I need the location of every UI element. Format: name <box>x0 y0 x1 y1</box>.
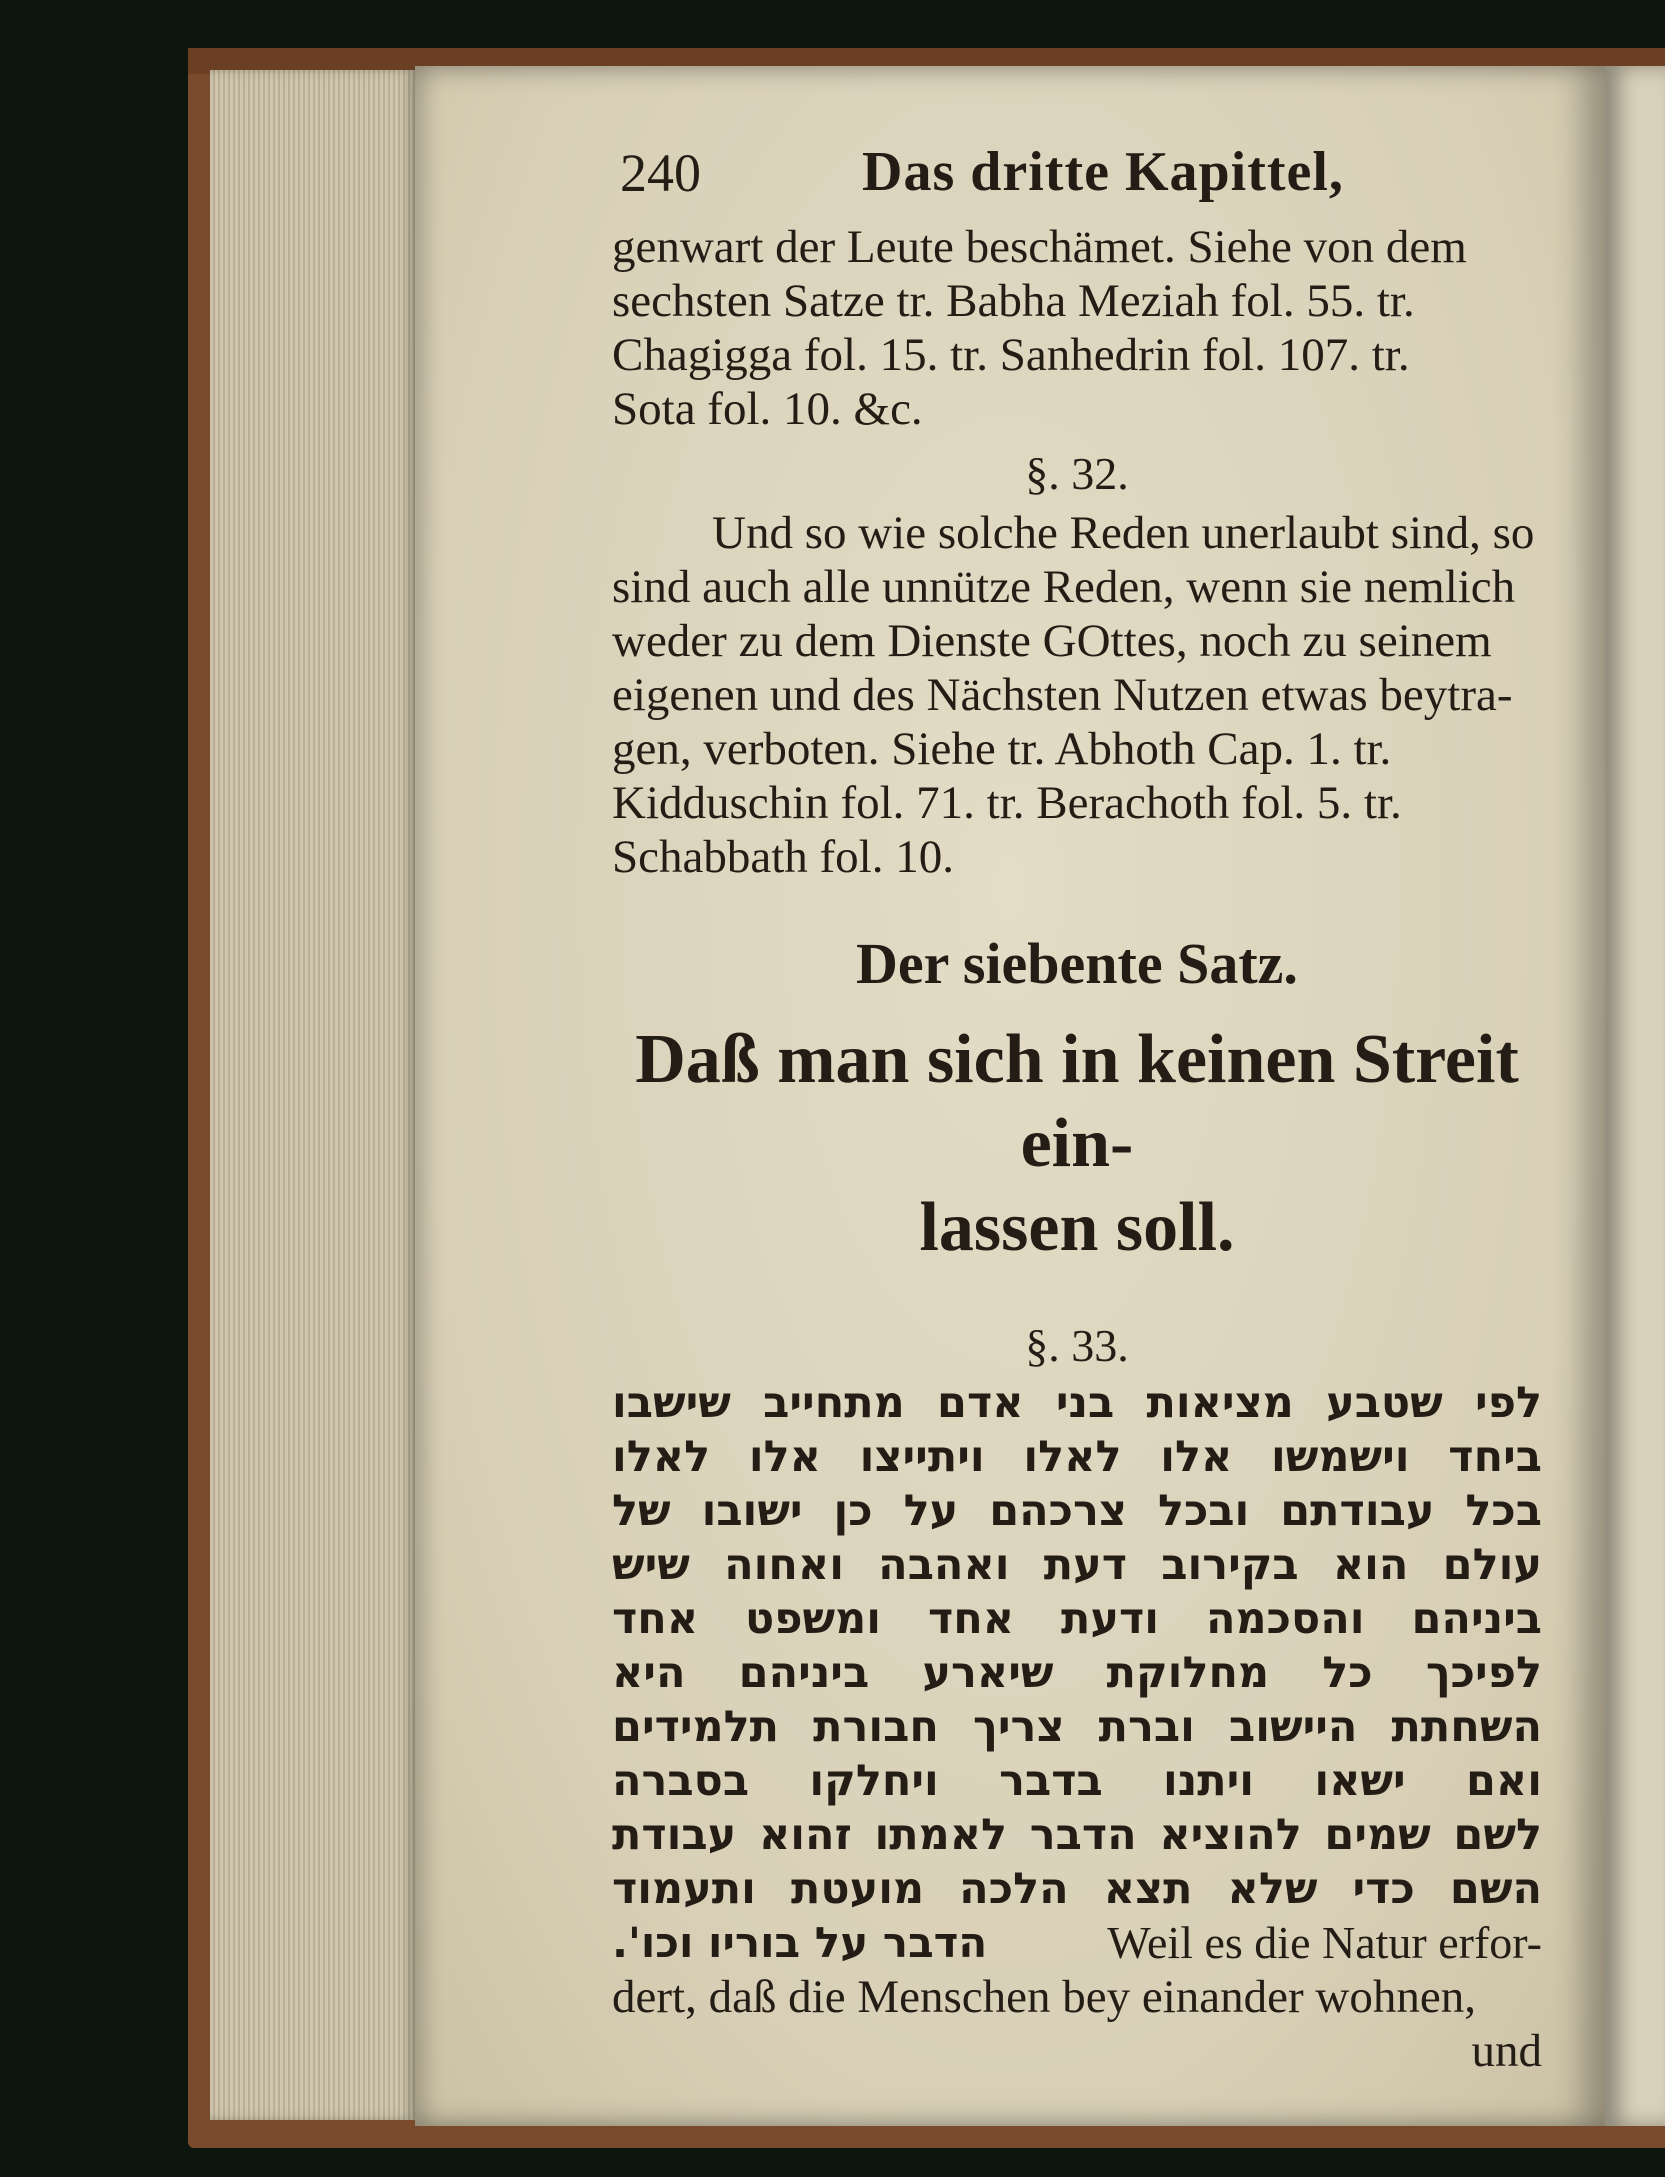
page-header <box>612 140 1542 220</box>
hebrew-block <box>612 1376 1542 1916</box>
heading-line: Daß man sich in keinen Streit ein- <box>635 1021 1519 1182</box>
heading-line: lassen soll. <box>919 1189 1235 1266</box>
text-line: Schabbath fol. 10. <box>612 831 954 883</box>
mixed-line-hebrew: הדבר על בוריו וכו'. <box>612 1918 988 1967</box>
text-line: dert, daß die Menschen bey einander wohnen, <box>612 1971 1476 2023</box>
catchword: und <box>1471 2025 1542 2077</box>
sub-heading: Der siebente Satz. <box>856 931 1298 996</box>
hebrew-line: ביחד וישמשו אלו לאלו ויתייצו אלו לאלו <box>612 1432 1542 1482</box>
text-line: gen, verboten. Siehe tr. Abhoth Cap. 1. tr. <box>612 723 1392 775</box>
text-line: sechsten Satze tr. Babha Meziah fol. 55. tr. <box>612 275 1415 327</box>
paragraph-top <box>612 220 1542 436</box>
running-head: Das dritte Kapittel, <box>862 141 1344 203</box>
text-line: Chagigga fol. 15. tr. Sanhedrin fol. 107. tr. <box>612 329 1410 381</box>
page-number: 240 <box>620 143 701 203</box>
text-line: eigenen und des Nächsten Nutzen etwas beytra- <box>612 669 1513 721</box>
hebrew-line: ביניהם והסכמה ודעת אחד ומשפט אחד <box>612 1594 1542 1644</box>
text-line: sind auch alle unnütze Reden, wenn sie nemlich <box>612 561 1516 613</box>
hebrew-line: ואם ישאו ויתנו בדבר ויחלקו בסברה <box>612 1756 1542 1806</box>
facing-page-edge <box>1605 66 1665 2126</box>
hebrew-line: לפי שטבע מציאות בני אדם מתחייב שישבו <box>612 1378 1542 1428</box>
text-line: Und so wie solche Reden unerlaubt sind, so <box>712 507 1535 559</box>
text-line: genwart der Leute beschämet. Siehe von dem <box>612 221 1467 273</box>
hebrew-line: בכל עבודתם ובכל צרכהם על כן ישובו של <box>612 1486 1542 1536</box>
text-line: Sota fol. 10. &c. <box>612 383 923 435</box>
paragraph-32 <box>612 506 1542 884</box>
mixed-line <box>612 1916 1542 1970</box>
page-content <box>612 140 1542 2078</box>
hebrew-line: לפיכך כל מחלוקת שיארע ביניהם היא <box>612 1648 1542 1698</box>
hebrew-line: השם כדי שלא תצא הלכה מועטת ותעמוד <box>612 1864 1542 1914</box>
page-edges <box>210 70 415 2120</box>
hebrew-line: לשם שמים להוציא הדבר לאמתו זהוא עבודת <box>612 1810 1542 1860</box>
mixed-line-german: Weil es die Natur erfor- <box>1107 1917 1542 1968</box>
text-line: Kiddusсhin fol. 71. tr. Berachoth fol. 5. tr. <box>612 777 1402 829</box>
hebrew-line: עולם הוא בקירוב דעת ואהבה ואחוה שיש <box>612 1540 1542 1590</box>
text-line: weder zu dem Dienste GOttes, noch zu seinem <box>612 615 1492 667</box>
big-heading <box>612 1018 1542 1270</box>
section-number-32: §. 32. <box>1025 448 1129 499</box>
section-number-33: §. 33. <box>1025 1320 1129 1371</box>
hebrew-line: השחתת היישוב וברת צריך חבורת תלמידים <box>612 1702 1542 1752</box>
